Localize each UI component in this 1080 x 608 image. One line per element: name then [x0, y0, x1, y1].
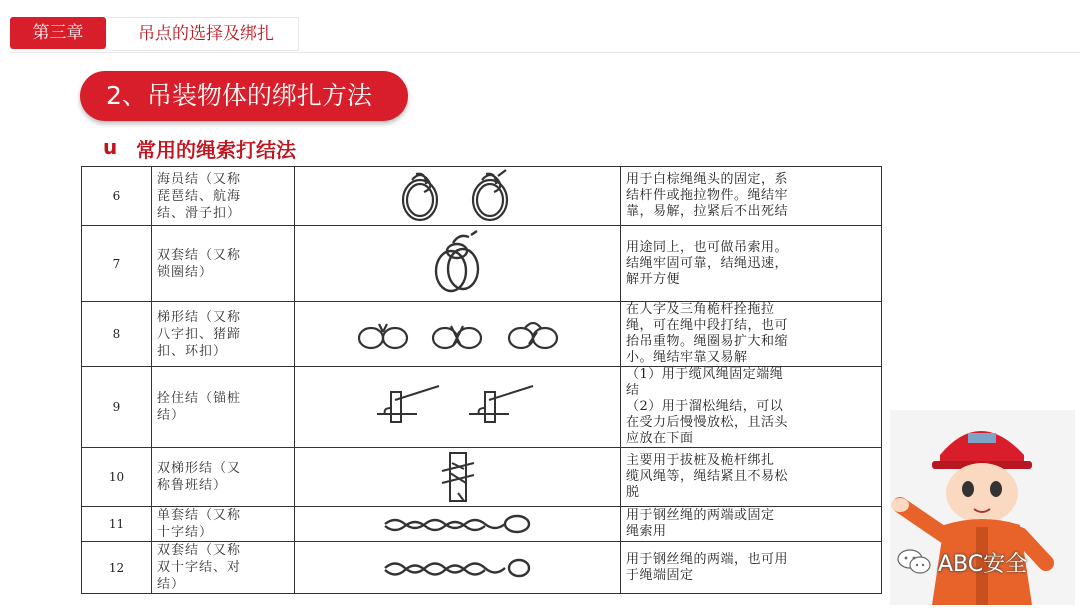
table-row [82, 367, 882, 448]
row-number: 7 [82, 226, 152, 302]
row-number: 6 [82, 167, 152, 226]
luban-knot-icon [428, 449, 488, 505]
knot-name: 双套结（又称 双十字结、对 结） [152, 542, 295, 594]
knot-figure [295, 367, 621, 448]
table-row [82, 507, 882, 542]
knot-description: （1）用于缆风绳固定端绳 结 （2）用于溜松绳结，可以 在受力后慢慢放松，且活头 应放在下面 [621, 367, 882, 448]
chapter-label: 第三章 [32, 23, 84, 43]
knot-description: 用于白棕绳绳头的固定，系 结杆件或拖拉物件。绳结牢 靠，易解，拉紧后不出死结 [621, 167, 882, 226]
knot-description: 在人字及三角桅杆拴拖拉 绳，可在绳中段打结，也可 抬吊重物。绳圈易扩大和缩 小。绳结牢靠又易解 [621, 302, 882, 367]
double-loop-knot-icon [413, 229, 503, 299]
knot-description: 用途同上，也可做吊索用。 结绳牢固可靠，结绳迅速， 解开方便 [621, 226, 882, 302]
row-number: 8 [82, 302, 152, 367]
double-cross-knot-icon [383, 555, 533, 581]
single-loop-knot-icon [383, 512, 533, 536]
knot-figure [295, 507, 621, 542]
ladder-knot-icon [353, 314, 563, 354]
knot-name: 梯形结（又称 八字扣、猪蹄 扣、环扣） [152, 302, 295, 367]
bullet-icon: u [103, 135, 118, 159]
knot-description: 用于钢丝绳的两端或固定 绳索用 [621, 507, 882, 542]
section-title: 2、吊装物体的绑扎方法 [106, 81, 372, 110]
knot-figure [295, 542, 621, 594]
table-row [82, 226, 882, 302]
row-number: 9 [82, 367, 152, 448]
watermark [896, 546, 1027, 578]
knot-figure [295, 448, 621, 507]
knot-table [81, 166, 882, 594]
chapter-title-box [108, 17, 299, 51]
knot-name: 双梯形结（又 称鲁班结） [152, 448, 295, 507]
table-row [82, 167, 882, 226]
knot-figure [295, 226, 621, 302]
table-row [82, 448, 882, 507]
knot-name: 单套结（又称 十字结） [152, 507, 295, 542]
knot-name: 双套结（又称 锁圈结） [152, 226, 295, 302]
chapter-title: 吊点的选择及绑扎 [138, 24, 274, 44]
knot-figure [295, 167, 621, 226]
table-row [82, 302, 882, 367]
sailor-knot-icon [388, 168, 528, 224]
anchor-pile-knot-icon [373, 382, 543, 432]
subheading: 常用的绳索打结法 [136, 138, 296, 162]
wechat-icon [896, 547, 932, 577]
knot-figure [295, 302, 621, 367]
section-title-pill [80, 71, 408, 121]
header-divider [10, 52, 1080, 53]
row-number: 12 [82, 542, 152, 594]
table-row [82, 542, 882, 594]
knot-description: 用于钢丝绳的两端，也可用 于绳端固定 [621, 542, 882, 594]
row-number: 10 [82, 448, 152, 507]
row-number: 11 [82, 507, 152, 542]
watermark-text: ABC安全 [938, 551, 1028, 577]
knot-name: 海员结（又称 琵琶结、航海 结、滑子扣） [152, 167, 295, 226]
chapter-tab [10, 17, 106, 49]
knot-description: 主要用于拔桩及桅杆绑扎 缆风绳等，绳结紧且不易松 脱 [621, 448, 882, 507]
knot-name: 拴住结（锚桩 结） [152, 367, 295, 448]
